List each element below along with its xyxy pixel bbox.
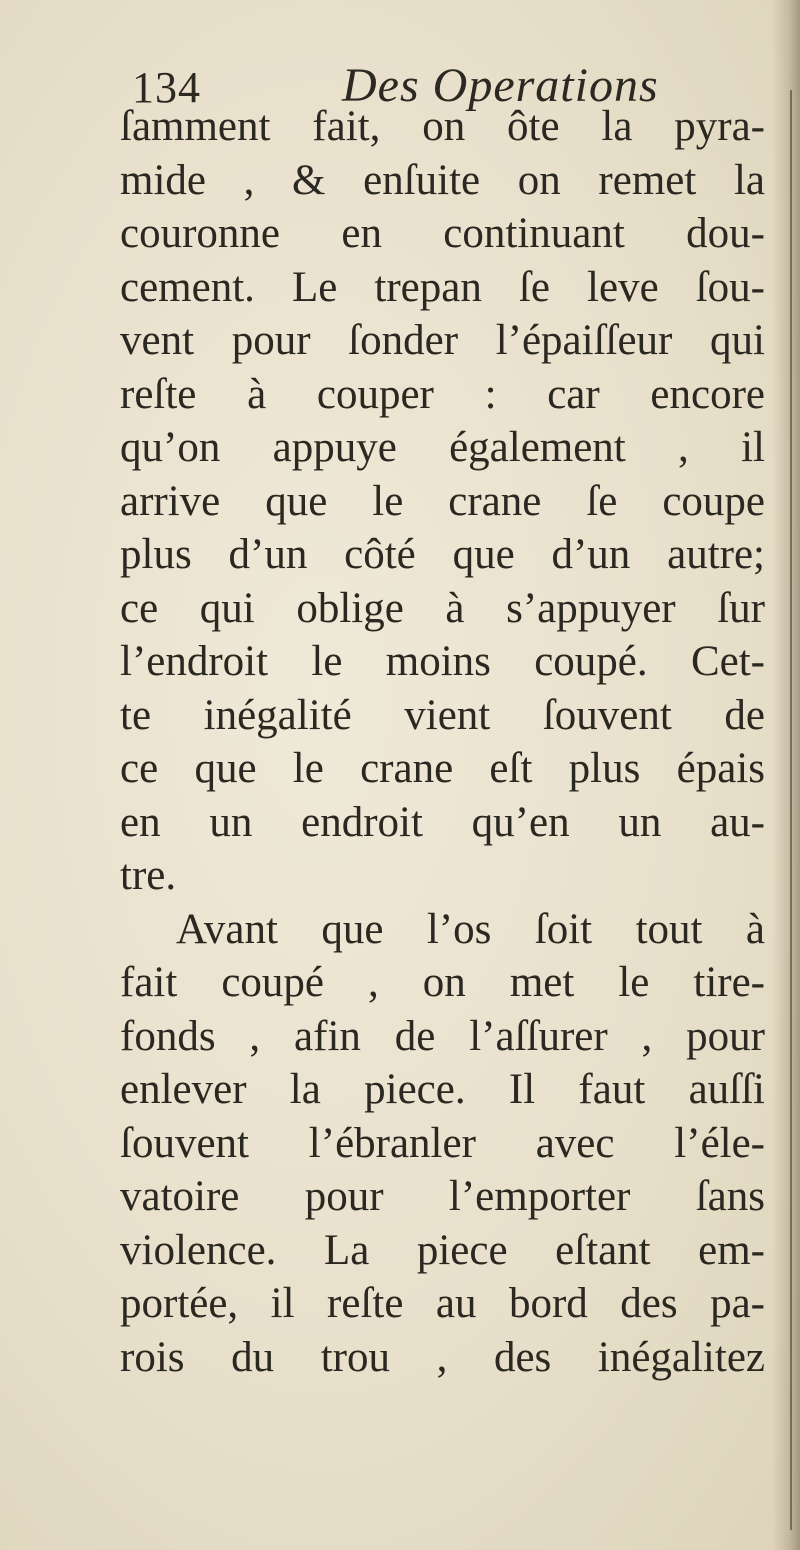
text-line: reſte à couper : car encore: [120, 370, 765, 418]
text-line: ce qui oblige à s’appuyer ſur: [120, 584, 765, 632]
text-line: en un endroit qu’en un au-: [120, 798, 765, 846]
text-line: violence. La piece eſtant em-: [120, 1226, 765, 1274]
text-line: vatoire pour l’emporter ſans: [120, 1173, 765, 1220]
text-line: tre.: [120, 852, 177, 899]
text-line: portée, il reſte au bord des pa-: [120, 1280, 765, 1327]
text-line: ce que le crane eſt plus épais: [120, 745, 765, 792]
running-head: Des Operations: [342, 59, 659, 112]
paragraph-1: [120, 100, 765, 903]
page-gutter-shadow: [772, 0, 800, 1550]
binding-edge: [790, 90, 792, 1530]
text-line: ſamment fait, on ôte la pyra-: [120, 103, 765, 150]
text-line: l’endroit le moins coupé. Cet-: [120, 638, 765, 685]
text-line: arrive que le crane ſe coupe: [120, 477, 765, 525]
page-number: 134: [132, 63, 201, 112]
text-line: Avant que l’os ſoit tout à: [176, 905, 765, 953]
text-line: qu’on appuye également , il: [120, 424, 765, 471]
text-line: enlever la piece. Il faut auſſi: [120, 1066, 765, 1113]
text-line: ſouvent l’ébranler avec l’éle-: [120, 1119, 765, 1167]
text-line: te inégalité vient ſouvent de: [120, 691, 765, 739]
text-line: mide , & enſuite on remet la: [120, 156, 765, 204]
text-line: rois du trou , des inégalitez: [120, 1333, 765, 1381]
paragraph-2: [120, 903, 765, 1385]
text-line: fonds , afin de l’aſſurer , pour: [120, 1012, 765, 1060]
text-line: cement. Le trepan ſe leve ſou-: [120, 263, 765, 311]
text-line: vent pour ſonder l’épaiſſeur qui: [120, 317, 765, 364]
text-line: couronne en continuant dou-: [120, 210, 765, 257]
text-line: plus d’un côté que d’un autre;: [120, 531, 765, 578]
body-text: [120, 100, 765, 1384]
text-line: fait coupé , on met le tire-: [120, 959, 765, 1006]
